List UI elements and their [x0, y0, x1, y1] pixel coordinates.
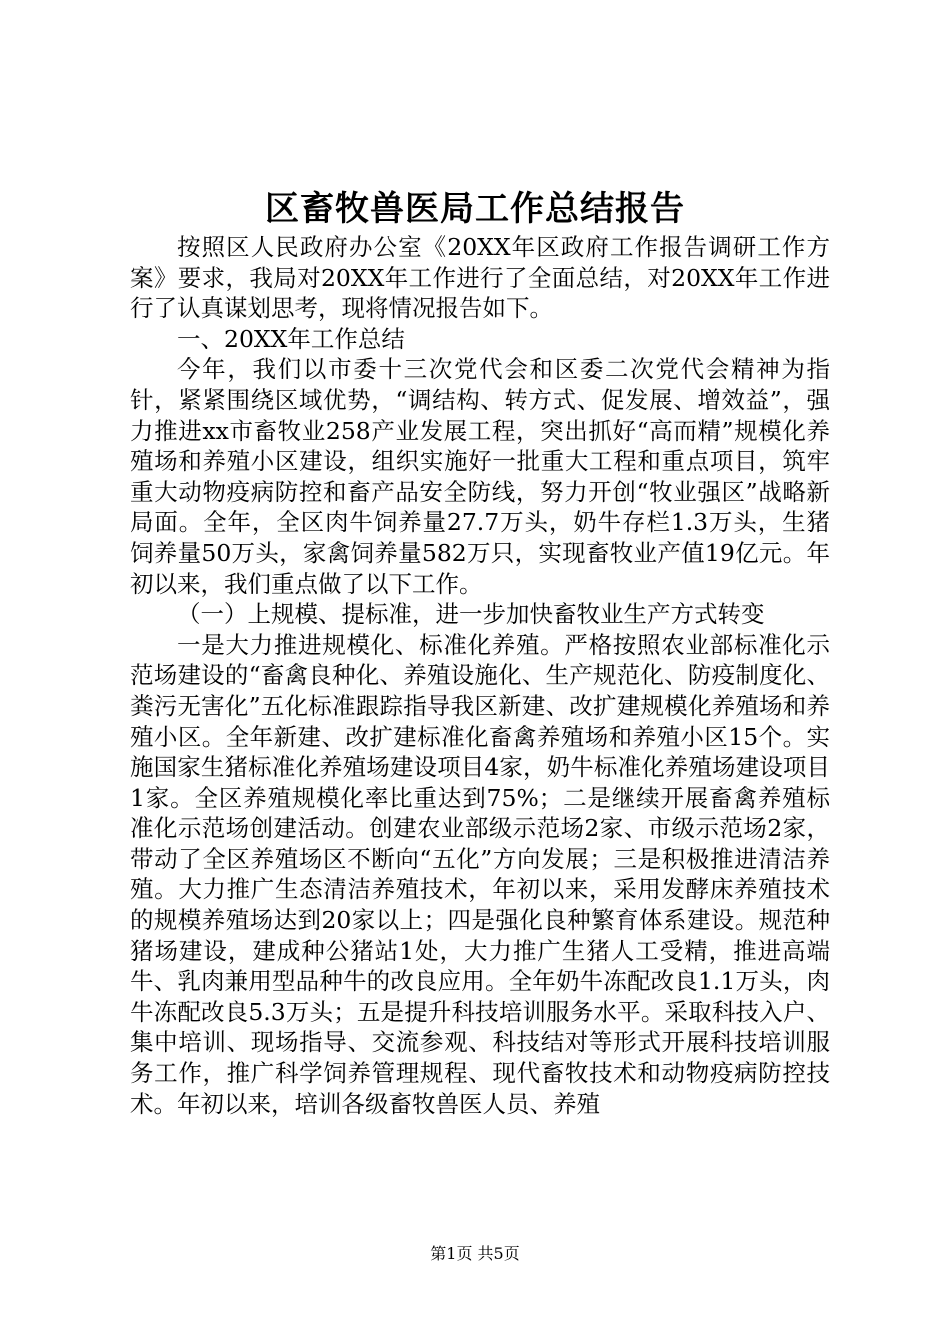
section-heading-1: 一、20XX年工作总结: [177, 324, 405, 353]
summary-paragraph: 今年，我们以市委十三次党代会和区委二次党代会精神为指针，紧紧围绕区域优势，“调结构、转方式、促发展、增效益”，强力推进xx市畜牧业258产业发展工程，突出抓好“高而精”规模化养殖场和养殖小区建设，组织实施好一批重大工程和重点项目，筑牢重大动物疫病防控和畜产品安全防线，努力开创“牧业强区”战略新局面。全年，全区肉牛饲养量27.7万头，奶牛存栏1.3万头，生猪饲养量50万头，家禽饲养量582万只，实现畜牧业产值19亿元。年初以来，我们重点做了以下工作。: [130, 355, 830, 598]
intro-paragraph: 按照区人民政府办公室《20XX年区政府工作报告调研工作方案》要求，我局对20XX年工作进行了全面总结，对20XX年工作进行了认真谋划思考，现将情况报告如下。: [130, 233, 830, 323]
document-title: 区畜牧兽医局工作总结报告: [265, 189, 685, 229]
page-footer: 第1页 共5页: [430, 1244, 520, 1263]
subsection-heading-1: （一）上规模、提标准，进一步加快畜牧业生产方式转变: [177, 600, 765, 629]
document-body: [130, 232, 830, 1119]
measures-paragraph: 一是大力推进规模化、标准化养殖。严格按照农业部标准化示范场建设的“畜禽良种化、养殖设施化、生产规范化、防疫制度化、粪污无害化”五化标准跟踪指导我区新建、改扩建规模化养殖场和养殖小区。全年新建、改扩建标准化畜禽养殖场和养殖小区15个。实施国家生猪标准化养殖场建设项目4家，奶牛标准化养殖场建设项目1家。全区养殖规模化率比重达到75%；二是继续开展畜禽养殖标准化示范场创建活动。创建农业部级示范场2家、市级示范场2家，带动了全区养殖场区不断向“五化”方向发展；三是积极推进清洁养殖。大力推广生态清洁养殖技术，年初以来，采用发酵床养殖技术的规模养殖场达到20家以上；四是强化良种繁育体系建设。规范种猪场建设，建成种公猪站1处，大力推广生猪人工受精，推进高端牛、乳肉兼用型品种牛的改良应用。全年奶牛冻配改良1.1万头，肉牛冻配改良5.3万头；五是提升科技培训服务水平。采取科技入户、集中培训、现场指导、交流参观、科技结对等形式开展科技培训服务工作，推广科学饲养管理规程、现代畜牧技术和动物疫病防控技术。年初以来，培训各级畜牧兽医人员、养殖: [130, 630, 830, 1118]
